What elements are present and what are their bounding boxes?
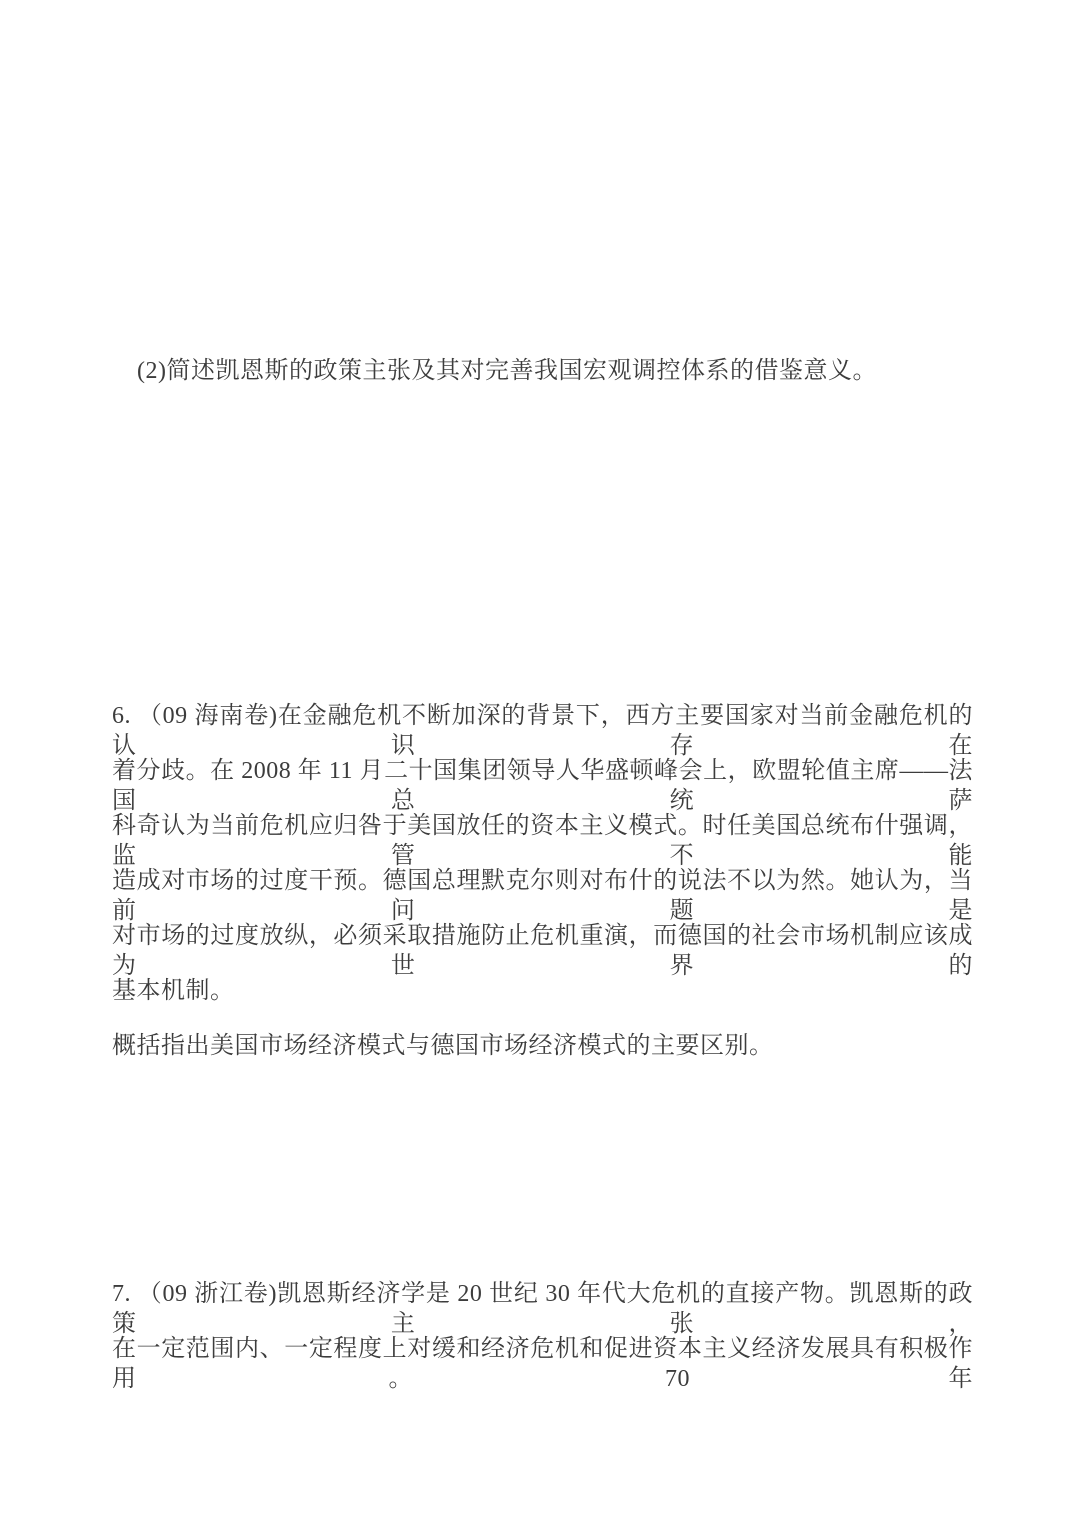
question-6-text-line: 造成对市场的过度干预。德国总理默克尔则对布什的说法不以为然。她认为，当前问题是 [112,868,973,924]
question-6-text-line: 科奇认为当前危机应归咎于美国放任的资本主义模式。时任美国总统布什强调，监管不能 [112,813,973,869]
question-6-text-line: 6. （09 海南卷)在金融危机不断加深的背景下，西方主要国家对当前金融危机的认识存在 [112,703,973,759]
question-7-text-line: 在一定范围内、一定程度上对缓和经济危机和促进资本主义经济发展具有积极作用。70 年 [112,1336,973,1392]
subquestion-2-line: (2)简述凯恩斯的政策主张及其对完善我国宏观调控体系的借鉴意义。 [137,358,877,384]
question-6-task-line: 概括指出美国市场经济模式与德国市场经济模式的主要区别。 [112,1033,774,1059]
question-7-text-line: 7. （09 浙江卷)凯恩斯经济学是 20 世纪 30 年代大危机的直接产物。凯恩斯的政策主张， [112,1281,973,1337]
question-6-text-line: 着分歧。在 2008 年 11 月二十国集团领导人华盛顿峰会上，欧盟轮值主席——法国总统萨 [112,758,973,814]
question-6-text-line: 基本机制。 [112,978,235,1004]
question-6-text-line: 对市场的过度放纵，必须采取措施防止危机重演，而德国的社会市场机制应该成为世界的 [112,923,973,979]
